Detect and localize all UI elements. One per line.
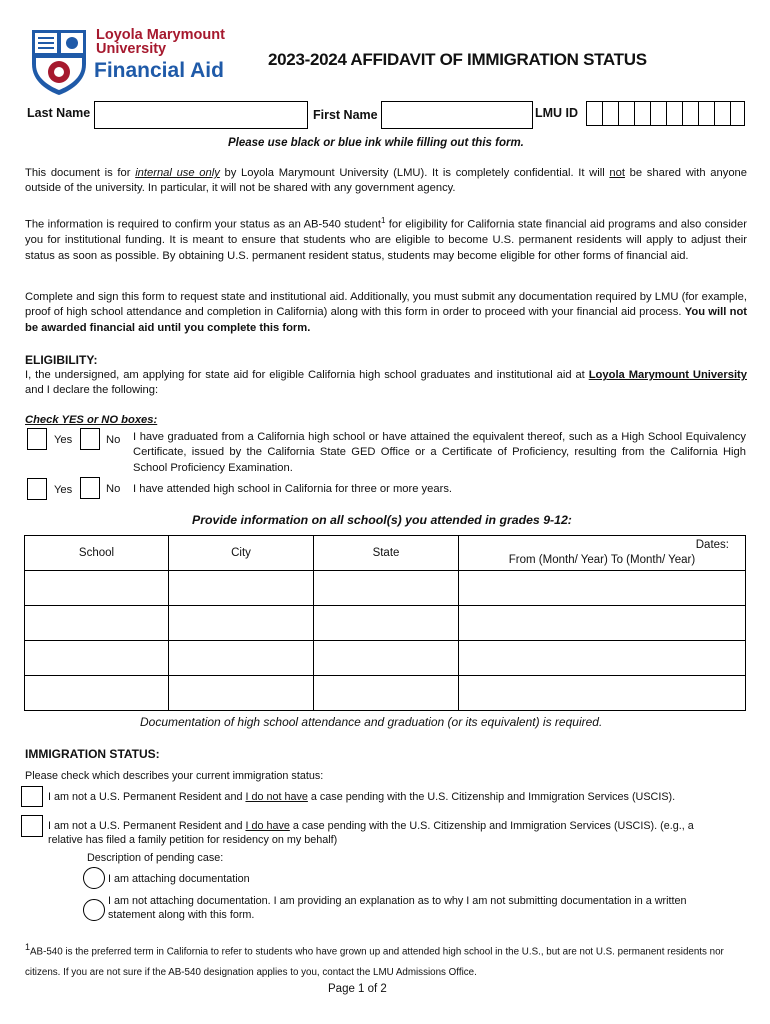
dates-cell[interactable] bbox=[459, 606, 746, 641]
school-cell[interactable] bbox=[25, 571, 169, 606]
city-column-header: City bbox=[169, 536, 314, 571]
city-cell[interactable] bbox=[169, 641, 314, 676]
eligibility-heading: ELIGIBILITY: bbox=[25, 353, 98, 367]
first-name-field[interactable] bbox=[381, 101, 533, 129]
purpose-paragraph: The information is required to confirm your status as an AB-540 student$^1$ for eligibility for California state financial aid programs and also consider you for institutional funding. It is meant to ensure that students who are eligible to become U.S. permanent residents will apply to adjust their status as soon as possible. By obtaining U.S. permanent resident status, students may become eligible for other forms of financial aid. bbox=[25, 216, 747, 262]
q2-no-checkbox[interactable] bbox=[80, 477, 100, 499]
lmu-financial-aid-logo bbox=[30, 28, 230, 98]
logo-line-1: Loyola Marymount bbox=[96, 27, 225, 43]
table-row bbox=[25, 676, 746, 711]
school-cell[interactable] bbox=[25, 676, 169, 711]
attaching-documentation-radio[interactable] bbox=[83, 867, 105, 889]
schools-table bbox=[24, 535, 746, 711]
instructions-paragraph: Complete and sign this form to request state and institutional aid. Additionally, you must submit any documentation required by LMU (for example, proof of high school attendance and completion in California) along with this form in order to proceed with your financial aid process. You will not be awarded financial aid until you complete this form. bbox=[25, 291, 748, 334]
q1-yes-label: Yes bbox=[54, 434, 73, 446]
immigration-prompt: Please check which describes your current immigration status: bbox=[25, 770, 324, 782]
not-pending-label: I am not a U.S. Permanent Resident and I do not have a case pending with the U.S. Citizenship and Immigration Services (USCIS). bbox=[48, 791, 676, 803]
lmu-id-label: LMU ID bbox=[535, 106, 579, 120]
q1-yes-checkbox[interactable] bbox=[27, 428, 47, 450]
schools-heading: Provide information on all school(s) you attended in grades 9-12: bbox=[192, 513, 572, 527]
state-column-header: State bbox=[314, 536, 459, 571]
city-cell[interactable] bbox=[169, 606, 314, 641]
dates-cell[interactable] bbox=[459, 676, 746, 711]
logo-line-3: Financial Aid bbox=[94, 59, 224, 82]
q1-no-label: No bbox=[106, 434, 121, 446]
q2-statement: I have attended high school in California for three or more years. bbox=[133, 483, 453, 495]
pending-description-label: Description of pending case: bbox=[87, 852, 224, 864]
q2-yes-checkbox[interactable] bbox=[27, 478, 47, 500]
dates-column-header: Dates: From (Month/ Year) To (Month/ Year) bbox=[459, 536, 746, 571]
page-number: Page 1 of 2 bbox=[328, 983, 387, 995]
q2-yes-label: Yes bbox=[54, 484, 73, 496]
eligibility-declaration: I, the undersigned, am applying for state aid for eligible California high school graduates and institutional aid at Loyola Marymount University and I declare the following: bbox=[25, 369, 747, 397]
dates-cell[interactable] bbox=[459, 571, 746, 606]
schools-table-header bbox=[25, 536, 746, 571]
q2-no-label: No bbox=[106, 483, 121, 495]
documentation-note: Documentation of high school attendance and graduation (or its equivalent) is required. bbox=[140, 715, 603, 729]
state-cell[interactable] bbox=[314, 641, 459, 676]
table-row bbox=[25, 571, 746, 606]
state-cell[interactable] bbox=[314, 676, 459, 711]
school-cell[interactable] bbox=[25, 641, 169, 676]
city-cell[interactable] bbox=[169, 676, 314, 711]
logo-line-2: University bbox=[96, 41, 167, 57]
not-attaching-documentation-radio[interactable] bbox=[83, 899, 105, 921]
last-name-field[interactable] bbox=[94, 101, 308, 129]
footnote: $^1$AB-540 is the preferred term in California to refer to students who have grown up and attended high school in the U.S., but are not U.S. permanent residents nor citizens. If you are not sure if the AB-540 designation applies to you, contact the LMU Admissions Office. bbox=[25, 942, 724, 979]
pending-checkbox[interactable] bbox=[21, 815, 43, 837]
first-name-label: First Name bbox=[313, 108, 378, 122]
city-cell[interactable] bbox=[169, 571, 314, 606]
check-yes-no-heading: Check YES or NO boxes: bbox=[25, 414, 158, 426]
table-row bbox=[25, 641, 746, 676]
school-column-header: School bbox=[25, 536, 169, 571]
last-name-label: Last Name bbox=[27, 106, 91, 120]
confidentiality-paragraph: This document is for internal use only by Loyola Marymount University (LMU). It is completely confidential. It will not be shared with anyone outside of the university. In particular, it will not be shared with any government agency. bbox=[25, 167, 747, 195]
school-cell[interactable] bbox=[25, 606, 169, 641]
q1-no-checkbox[interactable] bbox=[80, 428, 100, 450]
not-pending-checkbox[interactable] bbox=[21, 786, 43, 807]
table-row bbox=[25, 606, 746, 641]
state-cell[interactable] bbox=[314, 606, 459, 641]
lmu-shield-icon bbox=[30, 28, 88, 96]
q1-statement: I have graduated from a California high school or have attained the equivalent thereof, such as a High School Equivalency Certificate, issued by the California State GED Office or a Certificate of Proficiency, resulting from the California High School Proficiency Examination. bbox=[133, 431, 746, 474]
dates-cell[interactable] bbox=[459, 641, 746, 676]
page-title: 2023-2024 AFFIDAVIT OF IMMIGRATION STATUS bbox=[268, 50, 647, 69]
state-cell[interactable] bbox=[314, 571, 459, 606]
lmu-id-field[interactable] bbox=[586, 101, 745, 126]
attaching-documentation-label: I am attaching documentation bbox=[108, 873, 250, 885]
immigration-heading: IMMIGRATION STATUS: bbox=[25, 747, 160, 761]
not-attaching-documentation-label: I am not attaching documentation. I am providing an explanation as to why I am not submitting documentation in a written statement along with this form. bbox=[108, 895, 687, 921]
ink-note: Please use black or blue ink while filling out this form. bbox=[228, 137, 524, 149]
pending-label: I am not a U.S. Permanent Resident and I do have a case pending with the U.S. Citizenship and Immigration Services (USCIS). (e.g., a relative has filed a family petition for residency on my behalf) bbox=[48, 820, 694, 846]
